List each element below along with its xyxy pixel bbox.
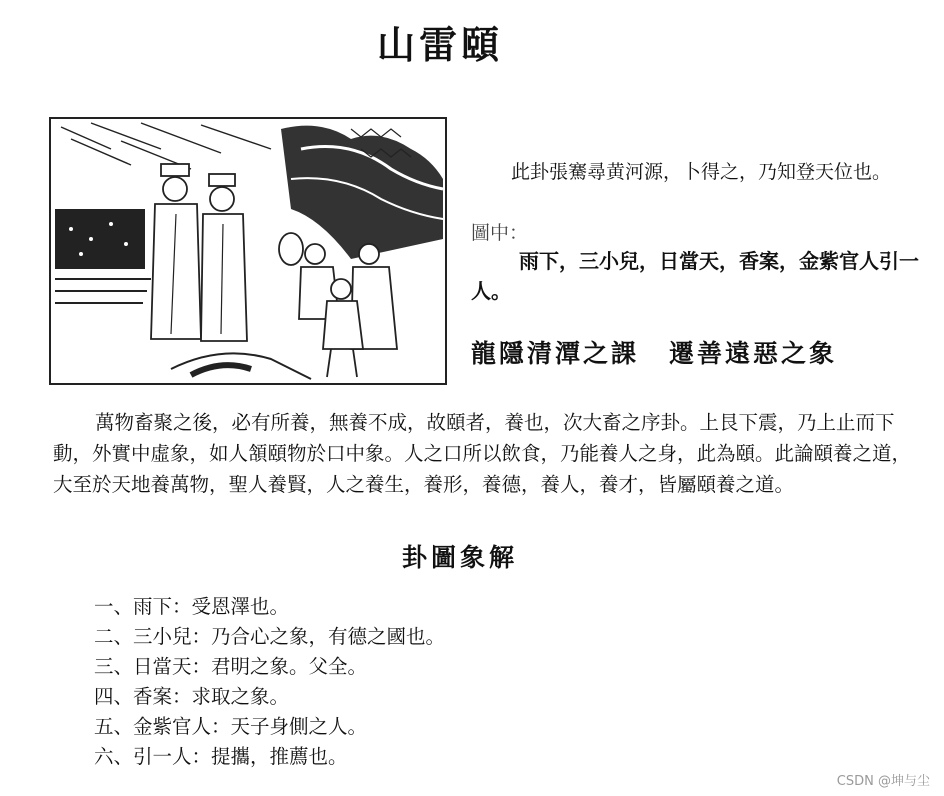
omen-left: 龍隱清潭之課 [471,339,640,368]
list-item: 一、雨下：受恩澤也。 [94,595,290,618]
omen-right: 遷善遠惡之象 [669,339,838,368]
list-item: 二、三小兒：乃合心之象，有德之國也。 [94,625,446,648]
figure-items: 雨下，三小兒，日當天，香案，金紫官人引一人。 [471,249,919,303]
woodcut-illustration [49,117,447,385]
list-item: 六、引一人：提攜，推薦也。 [94,745,348,768]
list-item: 四、香案：求取之象。 [94,685,290,708]
intro-text: 此卦張騫尋黄河源，卜得之，乃知登天位也。 [511,161,892,183]
list-item: 五、金紫官人：天子身側之人。 [94,715,368,738]
section-title: 卦圖象解 [401,543,518,572]
interpretation-list [94,592,445,772]
page-title: 山雷頤 [376,22,503,67]
woodcut-drawing [51,119,445,383]
figure-label: 圖中： [471,222,529,244]
omen-line [471,334,931,370]
body-paragraph: 萬物畜聚之後，必有所養，無養不成，故頤者，養也，次大畜之序卦。上艮下震，乃上止而下動，外實中虛象，如人頷頤物於口中象。人之口所以飲食，乃能養人之身，此為頤。此論頤養之道，大至於天地養萬物，聖人養賢，人之養生，養形，養德，養人，養才，皆屬頤養之道。 [53,411,912,496]
watermark: CSDN @坤与尘 [836,774,930,789]
list-item: 三、日當天：君明之象。父全。 [94,655,368,678]
